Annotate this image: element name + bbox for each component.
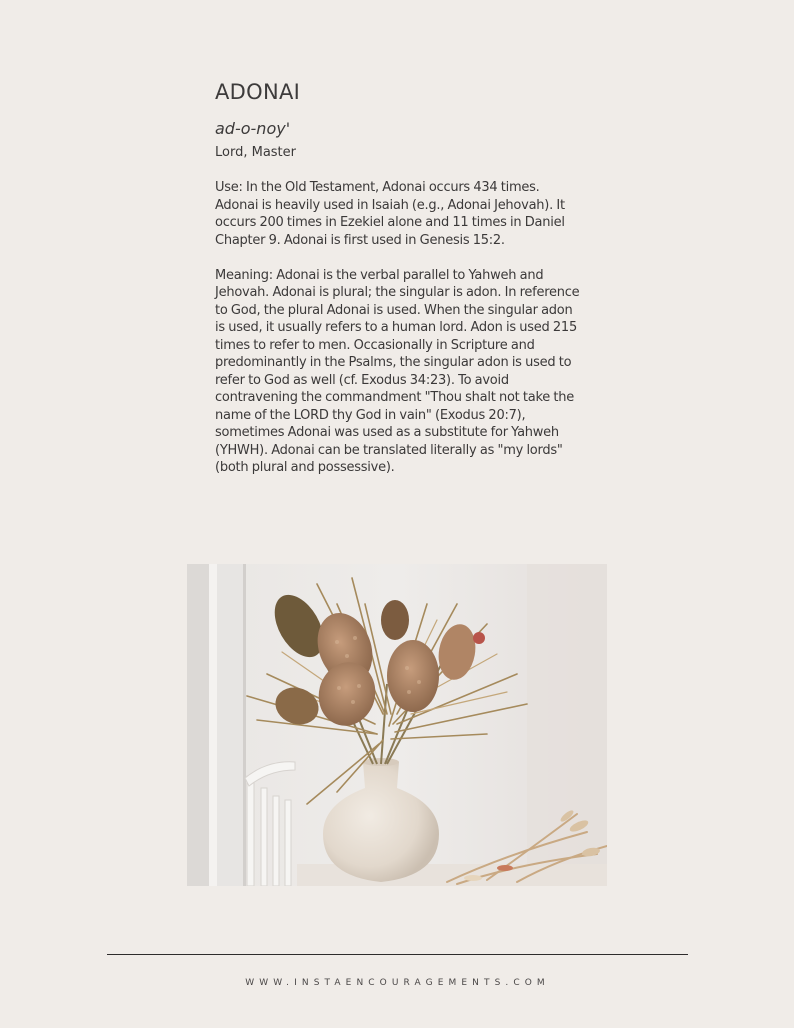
entry-title: ADONAI xyxy=(215,80,301,104)
meaning-paragraph: Meaning: Adonai is the verbal parallel to Yahweh and Jehovah. Adonai is plural; the singular is adon. In reference to God, the plural Adonai is used. When the singular adon is used, it usually refers to a human lord. Adon is used 215 times to refer to men. Occasionally in Scripture and predominantly in the Psalms, the singular adon is used to refer to God as well (cf. Exodus 34:23). To avoid contravening the commandment "Thou shalt not take the name of the LORD thy God in vain" (Exodus 20:7), sometimes Adonai was used as a substitute for Yahweh (YHWH). Adonai can be translated literally as "my lords" (both plural and possessive). xyxy=(215,267,580,475)
use-paragraph: Use: In the Old Testament, Adonai occurs 434 times. Adonai is heavily used in Isaiah (e.g., Adonai Jehovah). It occurs 200 times in Ezekiel alone and 11 times in Daniel Chapter 9. Adonai is first used in Genesis 15:2. xyxy=(215,180,565,248)
footer-divider xyxy=(107,954,688,955)
entry-pronunciation: ad-o-noy' xyxy=(215,119,291,138)
footer-url[interactable]: WWW.INSTAENCOURAGEMENTS.COM xyxy=(245,978,550,988)
entry-block xyxy=(215,78,585,477)
entry-gloss: Lord, Master xyxy=(215,145,296,160)
dried-flowers-vase-photo xyxy=(187,564,607,886)
